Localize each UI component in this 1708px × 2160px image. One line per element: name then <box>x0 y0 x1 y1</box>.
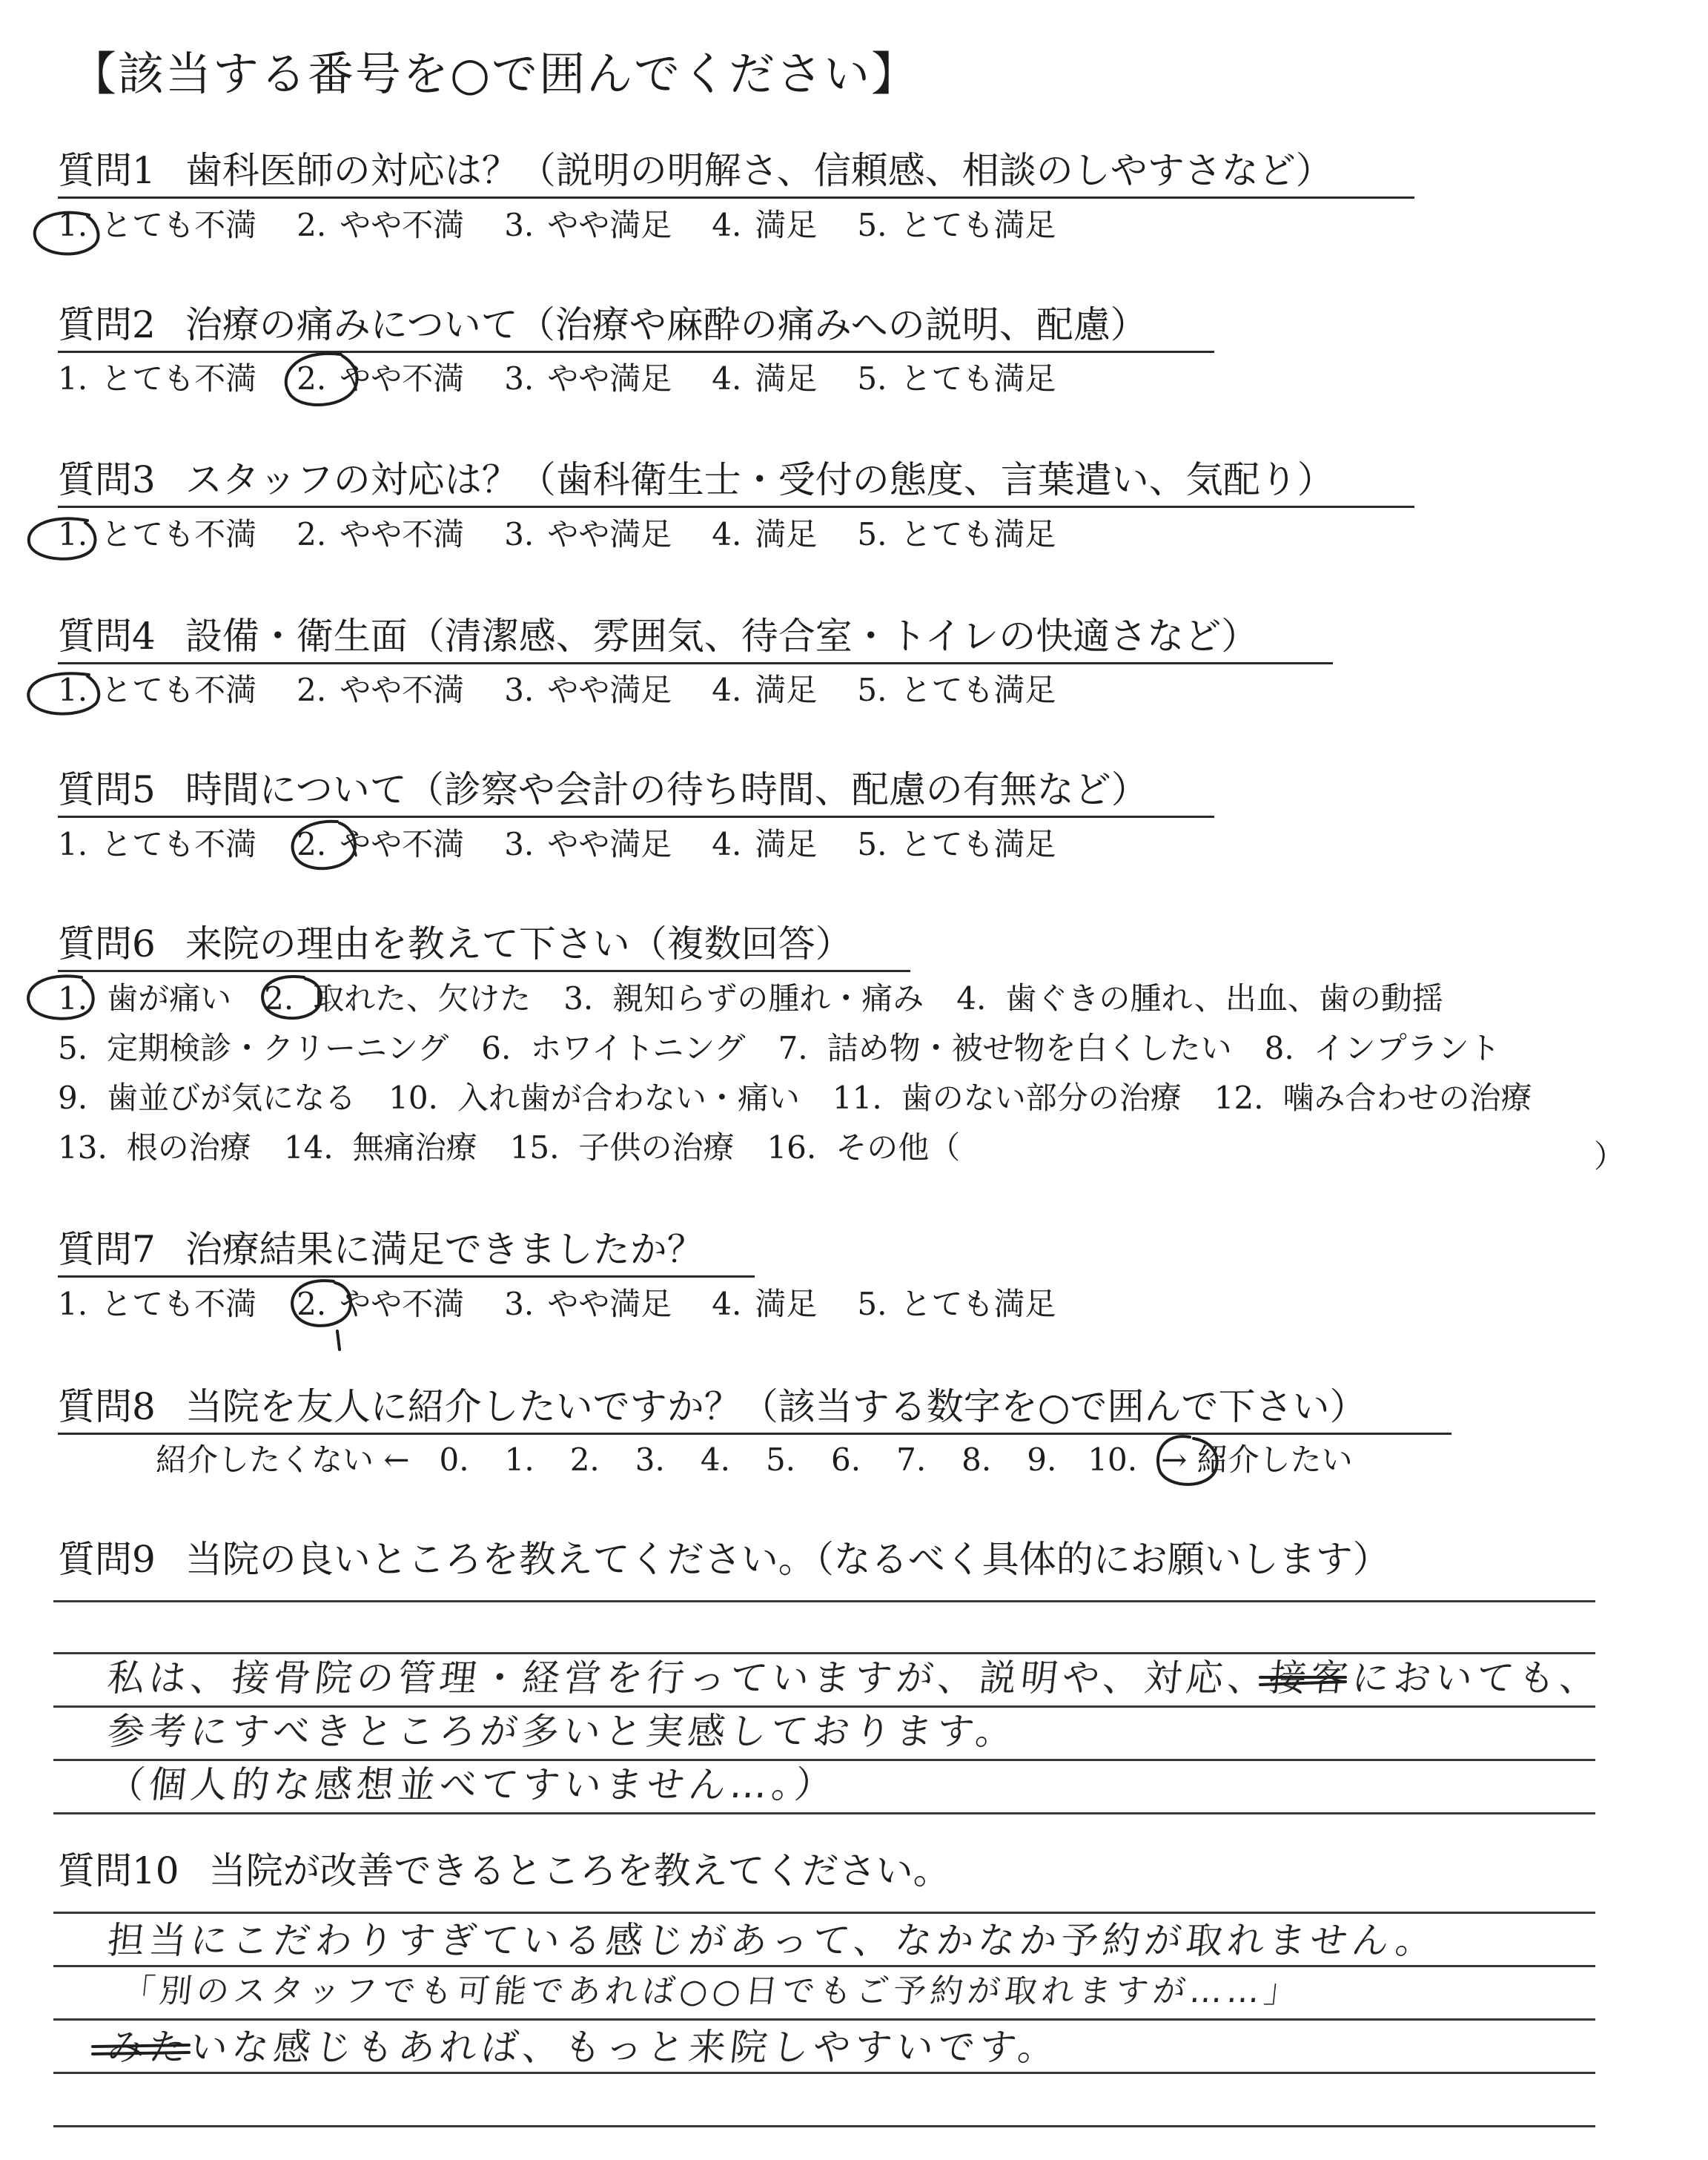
q8-scale-8[interactable]: 8. <box>961 1441 992 1478</box>
question-1-text: 歯科医師の対応は？（説明の明解さ、信頼感、相談のしやすさなど） <box>185 149 1333 192</box>
question-4-label: 質問4 <box>58 615 156 658</box>
q4-option-5[interactable]: 5. とても満足 <box>857 672 1056 708</box>
q6-other-close-paren: ） <box>1594 1138 1626 1175</box>
q8-scale-1[interactable]: 1. <box>504 1441 534 1478</box>
q1-option-1[interactable]: 1. とても不満 <box>58 207 257 243</box>
q5-option-1[interactable]: 1. とても不満 <box>58 826 257 862</box>
question-5-text: 時間について（診察や会計の待ち時間、配慮の有無など） <box>185 768 1148 811</box>
q6-option-6[interactable]: 6. ホワイトニング <box>481 1030 746 1066</box>
q1-option-3[interactable]: 3. やや満足 <box>504 207 672 243</box>
q8-scale-7[interactable]: 7. <box>896 1441 927 1478</box>
q6-option-5[interactable]: 5. 定期検診・クリーニング <box>58 1030 449 1066</box>
question-7-text: 治療結果に満足できましたか？ <box>185 1228 704 1271</box>
q2-option-2[interactable]: 2. やや不満 <box>297 360 465 397</box>
q4-option-2[interactable]: 2. やや不満 <box>297 672 465 708</box>
q7-option-4[interactable]: 4. 満足 <box>712 1286 818 1322</box>
q1-option-2[interactable]: 2. やや不満 <box>297 207 465 243</box>
q6-option-14[interactable]: 14. 無痛治療 <box>283 1129 477 1166</box>
q8-left-label: 紹介したくない ← <box>156 1441 410 1478</box>
question-6-label: 質問6 <box>58 922 156 965</box>
q6-option-7[interactable]: 7. 詰め物・被せ物を白くしたい <box>778 1030 1232 1066</box>
q10-answer-line-2: 「別のスタッフでも可能であれば○○日でもご予約が取れますが……」 <box>120 1972 1303 2010</box>
q3-option-3[interactable]: 3. やや満足 <box>504 516 672 552</box>
q3-option-1[interactable]: 1. とても不満 <box>58 516 257 552</box>
q5-circle-mark <box>293 822 355 869</box>
question-8-label: 質問8 <box>58 1385 156 1428</box>
page-header: 【該当する番号を○で囲んでください】 <box>70 47 919 101</box>
q10-strike-mark <box>93 2045 189 2054</box>
q1-option-5[interactable]: 5. とても満足 <box>857 207 1056 243</box>
q9-answer-line-3: （個人的な感想並べてすいません…。） <box>105 1763 839 1806</box>
q5-option-5[interactable]: 5. とても満足 <box>857 826 1056 862</box>
q2-option-5[interactable]: 5. とても満足 <box>857 360 1056 397</box>
question-9-text: 当院の良いところを教えてください。（なるべく具体的にお願いします） <box>185 1538 1390 1581</box>
q7-option-5[interactable]: 5. とても満足 <box>857 1286 1056 1322</box>
q6-circle-mark-2 <box>262 977 321 1018</box>
q10-answer-line-1: 担当にこだわりすぎている感じがあって、なかなか予約が取れません。 <box>105 1919 1440 1962</box>
q6-option-13[interactable]: 13. 根の治療 <box>58 1129 251 1166</box>
question-8-text: 当院を友人に紹介したいですか？（該当する数字を○で囲んで下さい） <box>185 1385 1367 1428</box>
q6-option-9[interactable]: 9. 歯並びが気になる <box>58 1080 357 1116</box>
question-1-label: 質問1 <box>58 149 156 192</box>
q1-circle-mark <box>35 213 99 254</box>
q4-option-3[interactable]: 3. やや満足 <box>504 672 672 708</box>
q6-option-12[interactable]: 12. 噛み合わせの治療 <box>1214 1080 1532 1116</box>
q8-circle-mark <box>1158 1436 1217 1484</box>
q3-option-2[interactable]: 2. やや不満 <box>297 516 465 552</box>
q5-option-2[interactable]: 2. やや不満 <box>297 826 465 862</box>
q5-option-3[interactable]: 3. やや満足 <box>504 826 672 862</box>
q7-option-2[interactable]: 2. やや不満 <box>297 1286 465 1322</box>
q8-right-label: → 紹介したい <box>1161 1441 1353 1478</box>
q8-scale-0[interactable]: 0. <box>439 1441 469 1478</box>
q3-option-5[interactable]: 5. とても満足 <box>857 516 1056 552</box>
question-3-label: 質問3 <box>58 458 156 501</box>
q8-scale-4[interactable]: 4. <box>700 1441 730 1478</box>
q6-option-1[interactable]: 1. 歯が痛い <box>58 980 232 1017</box>
question-3-text: スタッフの対応は？（歯科衛生士・受付の態度、言葉遣い、気配り） <box>185 458 1334 501</box>
q6-option-10[interactable]: 10. 入れ歯が合わない・痛い <box>388 1080 800 1116</box>
q9-answer-line-2: 参考にすべきところが多いと実感しております。 <box>105 1710 1020 1753</box>
q7-option-1[interactable]: 1. とても不満 <box>58 1286 257 1322</box>
question-2-label: 質問2 <box>58 303 156 346</box>
q6-option-8[interactable]: 8. インプラント <box>1264 1030 1500 1066</box>
question-10-text: 当院が改善できるところを教えてください。 <box>208 1849 950 1892</box>
q7-circle-mark <box>292 1281 351 1350</box>
question-7-label: 質問7 <box>58 1228 156 1271</box>
q4-option-4[interactable]: 4. 満足 <box>712 672 818 708</box>
question-10-label: 質問10 <box>58 1849 179 1892</box>
q8-scale-3[interactable]: 3. <box>635 1441 665 1478</box>
q9-answer-line-1: 私は、接骨院の管理・経営を行っていますが、説明や、対応、接客においても、 <box>105 1657 1604 1700</box>
q6-option-16[interactable]: 16. その他（ <box>767 1129 961 1166</box>
q4-circle-mark <box>28 673 99 713</box>
q5-option-4[interactable]: 4. 満足 <box>712 826 818 862</box>
question-9-label: 質問9 <box>58 1538 156 1581</box>
q9-strike-mark <box>1260 1677 1345 1685</box>
q3-circle-mark <box>29 518 96 558</box>
q1-option-4[interactable]: 4. 満足 <box>712 207 818 243</box>
question-5-label: 質問5 <box>58 768 156 811</box>
q8-scale-9[interactable]: 9. <box>1027 1441 1057 1478</box>
q4-option-1[interactable]: 1. とても不満 <box>58 672 257 708</box>
q6-option-11[interactable]: 11. 歯のない部分の治療 <box>832 1080 1182 1116</box>
question-6-text: 来院の理由を教えて下さい（複数回答） <box>185 922 853 965</box>
q2-option-3[interactable]: 3. やや満足 <box>504 360 672 397</box>
q6-option-15[interactable]: 15. 子供の治療 <box>509 1129 735 1166</box>
q2-circle-mark <box>286 354 357 405</box>
q2-option-4[interactable]: 4. 満足 <box>712 360 818 397</box>
q7-option-3[interactable]: 3. やや満足 <box>504 1286 672 1322</box>
question-4-text: 設備・衛生面（清潔感、雰囲気、待合室・トイレの快適さなど） <box>185 615 1259 658</box>
q8-scale-10[interactable]: 10. <box>1088 1441 1138 1478</box>
q8-scale-5[interactable]: 5. <box>765 1441 796 1478</box>
q6-option-2[interactable]: 2. 取れた、欠けた <box>264 980 532 1017</box>
q8-scale-2[interactable]: 2. <box>569 1441 600 1478</box>
q8-scale-6[interactable]: 6. <box>831 1441 861 1478</box>
q6-option-4[interactable]: 4. 歯ぐきの腫れ、出血、歯の動揺 <box>956 980 1443 1017</box>
q10-answer-line-3: みたいな感じもあれば、もっと来院しやすいです。 <box>105 2026 1062 2069</box>
question-2-text: 治療の痛みについて（治療や麻酔の痛みへの説明、配慮） <box>185 303 1148 346</box>
q6-circle-mark-1 <box>28 976 93 1018</box>
q2-option-1[interactable]: 1. とても不満 <box>58 360 257 397</box>
q3-option-4[interactable]: 4. 満足 <box>712 516 818 552</box>
q6-option-3[interactable]: 3. 親知らずの腫れ・痛み <box>563 980 924 1017</box>
